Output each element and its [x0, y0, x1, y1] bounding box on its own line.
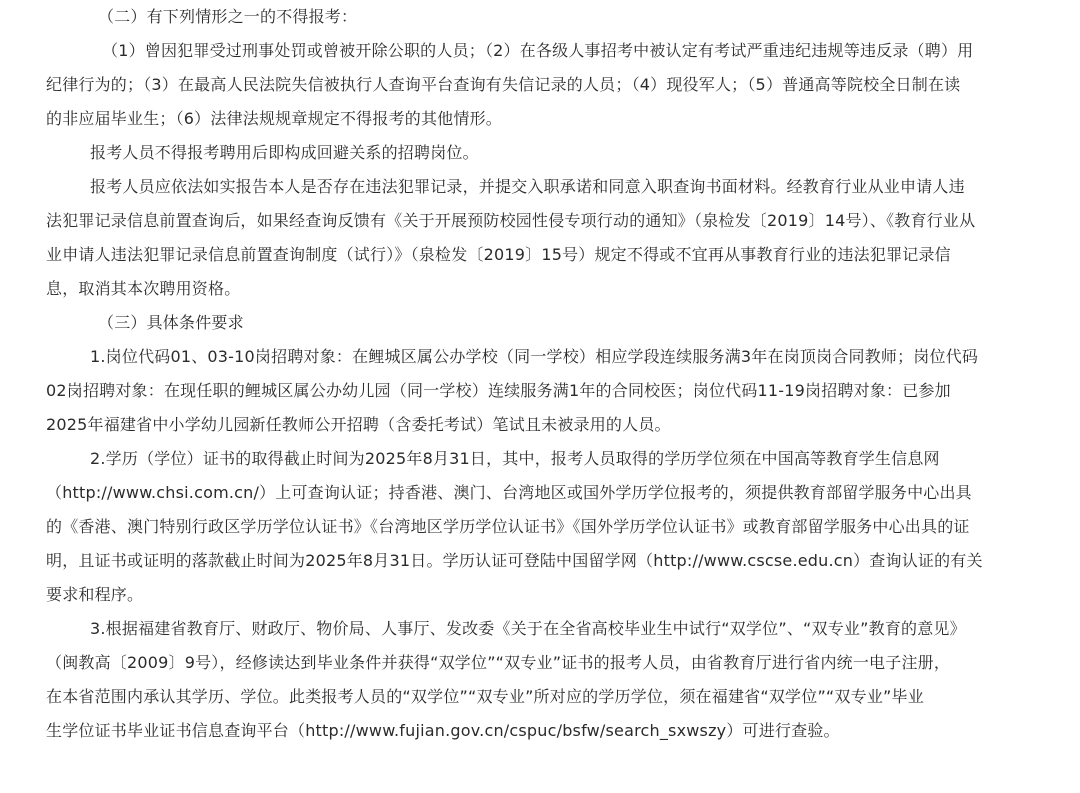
paragraph-line: 法犯罪记录信息前置查询后，如果经查询反馈有《关于开展预防校园性侵专项行动的通知》（泉检发〔2019〕14号）、《教育行业从 [46, 211, 976, 230]
paragraph-line: （http://www.chsi.com.cn/）上可查询认证；持香港、澳门、台湾地区或国外学历学位报考的，须提供教育部留学服务中心出具 [46, 483, 972, 502]
paragraph-line: 生学位证书毕业证书信息查询平台（http://www.fujian.gov.cn/cspuc/bsfw/search_sxwszy）可进行查验。 [46, 721, 840, 740]
disqualification-paragraph [46, 34, 1036, 136]
paragraph-line: 02岗招聘对象：在现任职的鲤城区属公办幼儿园（同一学校）连续服务满1年的合同校医；岗位代码11-19岗招聘对象：已参加 [46, 381, 951, 400]
paragraph-line: 报考人员应依法如实报告本人是否存在违法犯罪记录，并提交入职承诺和同意入职查询书面材料。经教育行业从业申请人违 [90, 177, 965, 196]
section3-heading [46, 306, 1036, 340]
paragraph-line: 息，取消其本次聘用资格。 [46, 279, 241, 298]
section2-heading-text: （二）有下列情形之一的不得报考： [98, 7, 358, 26]
paragraph-line: 的《香港、澳门特别行政区学历学位认证书》《台湾地区学历学位认证书》《国外学历学位认证书》或教育部留学服务中心出具的证 [46, 517, 970, 536]
paragraph-line: （闽教高〔2009〕9号），经修读达到毕业条件并获得“双学位”“双专业”证书的报考人员，由省教育厅进行省内统一电子注册， [46, 653, 951, 672]
section2-heading [46, 0, 1036, 34]
paragraph-line: 2025年福建省中小学幼儿园新任教师公开招聘（含委托考试）笔试且未被录用的人员。 [46, 415, 671, 434]
paragraph-line: 纪律行为的；（3）在最高人民法院失信被执行人查询平台查询有失信记录的人员；（4）现役军人；（5）普通高等院校全日制在读 [46, 75, 961, 94]
avoidance-paragraph [46, 136, 1036, 170]
item1-paragraph [46, 340, 1036, 442]
paragraph-line: （1）曾因犯罪受过刑事处罚或曾被开除公职的人员；（2）在各级人事招考中被认定有考试严重违纪违规等违反录（聘）用 [102, 41, 974, 60]
paragraph-line: 2.学历（学位）证书的取得截止时间为2025年8月31日，其中，报考人员取得的学历学位须在中国高等教育学生信息网 [90, 449, 940, 468]
paragraph-line: 1.岗位代码01、03-10岗招聘对象：在鲤城区属公办学校（同一学校）相应学段连续服务满3年在岗顶岗合同教师；岗位代码 [90, 347, 979, 366]
item2-paragraph [46, 442, 1036, 612]
item3-paragraph [46, 612, 1036, 748]
paragraph-line: 业申请人违法犯罪记录信息前置查询制度（试行）》（泉检发〔2019〕15号）规定不得或不宜再从事教育行业的违法犯罪记录信 [46, 245, 951, 264]
paragraph-line: 3.根据福建省教育厅、财政厅、物价局、人事厅、发改委《关于在全省高校毕业生中试行“双学位”、“双专业”教育的意见》 [90, 619, 966, 638]
paragraph-line: 要求和程序。 [46, 585, 144, 604]
criminal-record-paragraph [46, 170, 1036, 306]
paragraph-line: 报考人员不得报考聘用后即构成回避关系的招聘岗位。 [90, 143, 479, 162]
section3-heading-text: （三）具体条件要求 [98, 313, 244, 332]
paragraph-line: 明，且证书或证明的落款截止时间为2025年8月31日。学历认证可登陆中国留学网（http://www.cscse.edu.cn）查询认证的有关 [46, 551, 983, 570]
paragraph-line: 在本省范围内承认其学历、学位。此类报考人员的“双学位”“双专业”所对应的学历学位，须在福建省“双学位”“双专业”毕业 [46, 687, 924, 706]
paragraph-line: 的非应届毕业生；（6）法律法规规章规定不得报考的其他情形。 [46, 109, 502, 128]
